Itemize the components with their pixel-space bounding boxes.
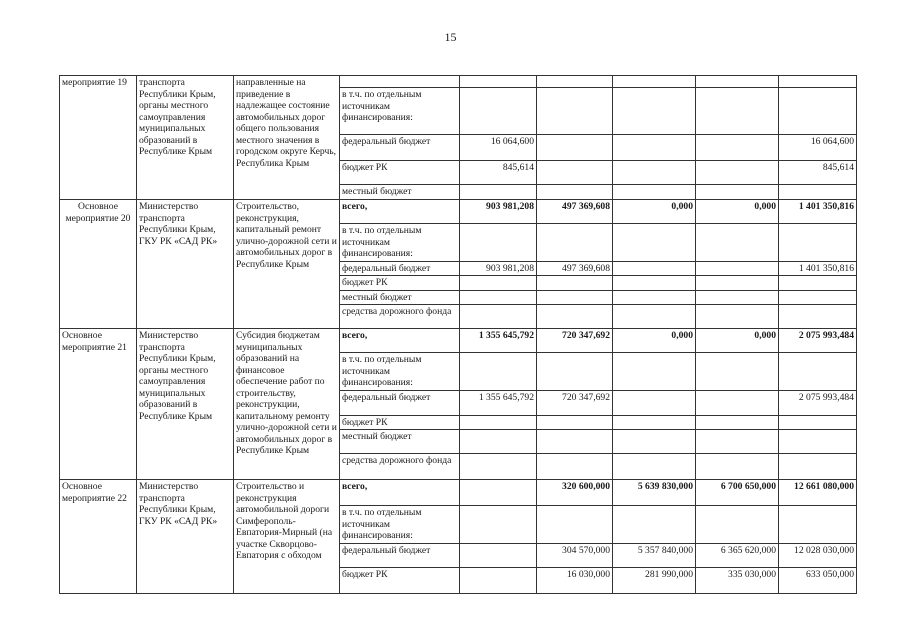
value-all bbox=[779, 305, 857, 329]
value-year-1: 720 347,692 bbox=[537, 329, 613, 353]
source-label: местный бюджет bbox=[340, 290, 460, 305]
value-year-1: 320 600,000 bbox=[537, 480, 613, 506]
source-label: в т.ч. по отдельным источникам финансирования: bbox=[340, 353, 460, 391]
value-year-1 bbox=[537, 88, 613, 135]
value-year-1 bbox=[537, 185, 613, 200]
value-total bbox=[460, 276, 537, 291]
value-all: 12 661 080,000 bbox=[779, 480, 857, 506]
value-all: 633 050,000 bbox=[779, 567, 857, 593]
value-year-1 bbox=[537, 276, 613, 291]
executor-cell: Министерство транспорта Республики Крым, ГКУ РК «САД РК» bbox=[137, 480, 234, 594]
table-row bbox=[60, 76, 857, 88]
table-row bbox=[60, 480, 857, 506]
budget-table bbox=[59, 75, 857, 594]
value-year-2: 0,000 bbox=[613, 200, 696, 224]
value-year-1 bbox=[537, 224, 613, 262]
value-total bbox=[460, 76, 537, 88]
source-label: федеральный бюджет bbox=[340, 261, 460, 276]
value-all bbox=[779, 430, 857, 454]
value-year-2 bbox=[613, 430, 696, 454]
value-total bbox=[460, 305, 537, 329]
source-label: бюджет РК bbox=[340, 276, 460, 291]
value-year-2 bbox=[613, 261, 696, 276]
value-all bbox=[779, 415, 857, 430]
value-year-3: 0,000 bbox=[696, 329, 779, 353]
value-all: 1 401 350,816 bbox=[779, 200, 857, 224]
value-total bbox=[460, 224, 537, 262]
value-year-3 bbox=[696, 454, 779, 480]
value-year-2 bbox=[613, 390, 696, 415]
value-total bbox=[460, 543, 537, 567]
value-year-3: 0,000 bbox=[696, 200, 779, 224]
value-all: 2 075 993,484 bbox=[779, 329, 857, 353]
value-all: 16 064,600 bbox=[779, 135, 857, 161]
value-year-1: 304 570,000 bbox=[537, 543, 613, 567]
value-year-2 bbox=[613, 506, 696, 544]
value-all bbox=[779, 76, 857, 88]
value-all bbox=[779, 224, 857, 262]
value-year-1 bbox=[537, 305, 613, 329]
value-year-1 bbox=[537, 454, 613, 480]
value-year-3 bbox=[696, 261, 779, 276]
source-label: средства дорожного фонда bbox=[340, 305, 460, 329]
value-year-2 bbox=[613, 185, 696, 200]
value-year-1 bbox=[537, 353, 613, 391]
value-year-1 bbox=[537, 76, 613, 88]
value-total bbox=[460, 353, 537, 391]
source-label: бюджет РК bbox=[340, 161, 460, 185]
value-year-3: 6 700 650,000 bbox=[696, 480, 779, 506]
value-year-3: 335 030,000 bbox=[696, 567, 779, 593]
value-year-1 bbox=[537, 430, 613, 454]
value-total bbox=[460, 567, 537, 593]
measure-cell: Основное мероприятие 22 bbox=[60, 480, 137, 594]
value-year-1 bbox=[537, 135, 613, 161]
value-total bbox=[460, 88, 537, 135]
value-year-3 bbox=[696, 185, 779, 200]
source-label: местный бюджет bbox=[340, 430, 460, 454]
value-year-2: 0,000 bbox=[613, 329, 696, 353]
value-year-3 bbox=[696, 353, 779, 391]
description-cell: Субсидия бюджетам муниципальных образований на финансовое обеспечение работ по строительству, реконструкции, капитальному ремонту улично-дорожной сети и автомобильных дорог в Республике Крым bbox=[234, 329, 340, 480]
source-label: всего, bbox=[340, 480, 460, 506]
page-number: 15 bbox=[444, 30, 457, 44]
value-total bbox=[460, 454, 537, 480]
value-all: 845,614 bbox=[779, 161, 857, 185]
value-year-1 bbox=[537, 415, 613, 430]
source-label: местный бюджет bbox=[340, 185, 460, 200]
source-label: бюджет РК bbox=[340, 567, 460, 593]
value-year-3 bbox=[696, 76, 779, 88]
executor-cell: транспорта Республики Крым, органы местного самоуправления муниципальных образований в Республике Крым bbox=[137, 76, 234, 200]
value-year-2 bbox=[613, 454, 696, 480]
value-total bbox=[460, 290, 537, 305]
value-all bbox=[779, 185, 857, 200]
table-row bbox=[60, 329, 857, 353]
value-total bbox=[460, 185, 537, 200]
value-year-1: 497 369,608 bbox=[537, 261, 613, 276]
value-year-2: 5 639 830,000 bbox=[613, 480, 696, 506]
value-year-3 bbox=[696, 276, 779, 291]
value-year-2 bbox=[613, 76, 696, 88]
value-all bbox=[779, 88, 857, 135]
value-total: 16 064,600 bbox=[460, 135, 537, 161]
source-label: бюджет РК bbox=[340, 415, 460, 430]
source-label bbox=[340, 76, 460, 88]
value-year-3 bbox=[696, 430, 779, 454]
value-year-3 bbox=[696, 390, 779, 415]
value-total: 845,614 bbox=[460, 161, 537, 185]
value-year-1 bbox=[537, 290, 613, 305]
value-total bbox=[460, 430, 537, 454]
value-year-3 bbox=[696, 506, 779, 544]
value-year-3 bbox=[696, 290, 779, 305]
value-year-2 bbox=[613, 290, 696, 305]
value-year-3 bbox=[696, 161, 779, 185]
executor-cell: Министерство транспорта Республики Крым, ГКУ РК «САД РК» bbox=[137, 200, 234, 329]
value-year-1: 720 347,692 bbox=[537, 390, 613, 415]
value-all: 2 075 993,484 bbox=[779, 390, 857, 415]
value-year-2 bbox=[613, 224, 696, 262]
source-label: в т.ч. по отдельным источникам финансирования: bbox=[340, 88, 460, 135]
value-year-1: 16 030,000 bbox=[537, 567, 613, 593]
value-year-1: 497 369,608 bbox=[537, 200, 613, 224]
value-total bbox=[460, 506, 537, 544]
value-year-3 bbox=[696, 415, 779, 430]
description-cell: направленные на приведение в надлежащее состояние автомобильных дорог общего пользования местного значения в городском округе Керчь, Республика Крым bbox=[234, 76, 340, 200]
source-label: федеральный бюджет bbox=[340, 135, 460, 161]
value-all: 1 401 350,816 bbox=[779, 261, 857, 276]
value-year-1 bbox=[537, 506, 613, 544]
source-label: в т.ч. по отдельным источникам финансирования: bbox=[340, 224, 460, 262]
source-label: в т.ч. по отдельным источникам финансирования: bbox=[340, 506, 460, 544]
value-year-2 bbox=[613, 135, 696, 161]
value-total: 903 981,208 bbox=[460, 261, 537, 276]
measure-cell: Основное мероприятие 21 bbox=[60, 329, 137, 480]
value-year-2 bbox=[613, 88, 696, 135]
value-all bbox=[779, 276, 857, 291]
value-total bbox=[460, 480, 537, 506]
value-year-2 bbox=[613, 305, 696, 329]
value-all bbox=[779, 454, 857, 480]
value-year-2 bbox=[613, 276, 696, 291]
source-label: всего, bbox=[340, 200, 460, 224]
value-year-1 bbox=[537, 161, 613, 185]
value-total: 1 355 645,792 bbox=[460, 329, 537, 353]
value-year-2: 5 357 840,000 bbox=[613, 543, 696, 567]
value-year-3 bbox=[696, 305, 779, 329]
measure-cell: Основное мероприятие 20 bbox=[60, 200, 137, 329]
source-label: средства дорожного фонда bbox=[340, 454, 460, 480]
value-total bbox=[460, 415, 537, 430]
value-total: 1 355 645,792 bbox=[460, 390, 537, 415]
value-all bbox=[779, 290, 857, 305]
table-row bbox=[60, 200, 857, 224]
value-year-2 bbox=[613, 353, 696, 391]
value-year-2: 281 990,000 bbox=[613, 567, 696, 593]
value-all bbox=[779, 353, 857, 391]
value-all bbox=[779, 506, 857, 544]
executor-cell: Министерство транспорта Республики Крым, органы местного самоуправления муниципальных образований в Республике Крым bbox=[137, 329, 234, 480]
measure-cell: мероприятие 19 bbox=[60, 76, 137, 200]
value-all: 12 028 030,000 bbox=[779, 543, 857, 567]
value-year-2 bbox=[613, 415, 696, 430]
source-label: федеральный бюджет bbox=[340, 543, 460, 567]
value-year-3 bbox=[696, 135, 779, 161]
source-label: федеральный бюджет bbox=[340, 390, 460, 415]
value-year-2 bbox=[613, 161, 696, 185]
source-label: всего, bbox=[340, 329, 460, 353]
description-cell: Строительство и реконструкция автомобильной дороги Симферополь-Евпатория-Мирный (на участке Скворцово-Евпатория с обходом bbox=[234, 480, 340, 594]
value-year-3 bbox=[696, 224, 779, 262]
value-year-3 bbox=[696, 88, 779, 135]
value-total: 903 981,208 bbox=[460, 200, 537, 224]
value-year-3: 6 365 620,000 bbox=[696, 543, 779, 567]
description-cell: Строительство, реконструкция, капитальный ремонт улично-дорожной сети и автомобильных дорог в Республике Крым bbox=[234, 200, 340, 329]
